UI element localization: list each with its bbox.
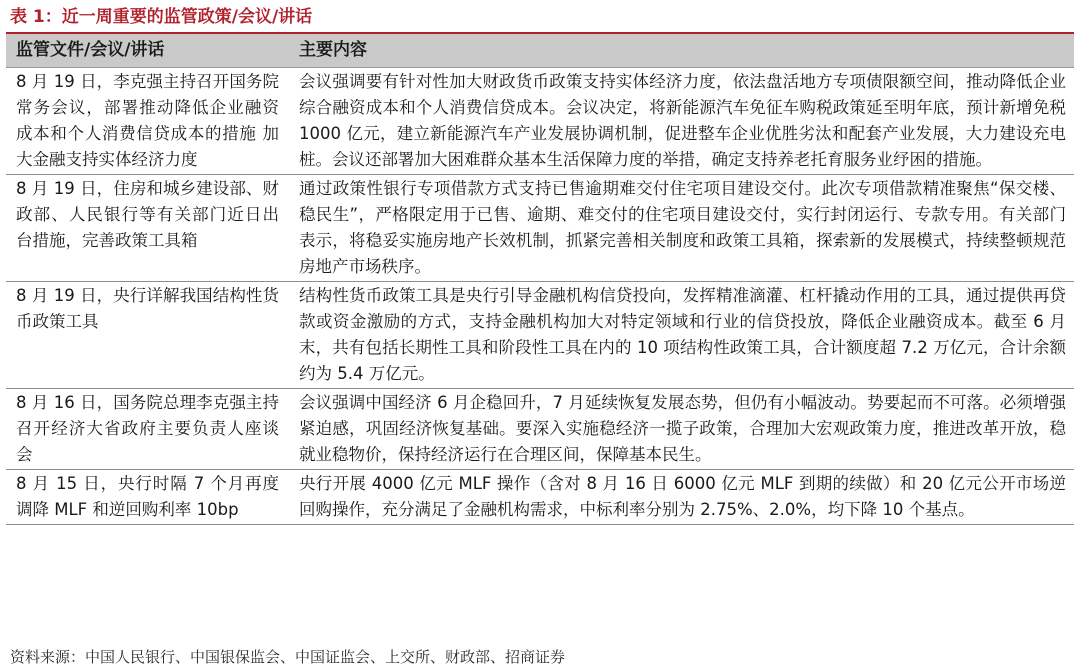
- row-event: 8 月 19 日，住房和城乡建设部、财政部、人民银行等有关部门近日出台措施，完善政策工具箱: [16, 179, 279, 250]
- row-content: 通过政策性银行专项借款方式支持已售逾期难交付住宅项目建设交付。此次专项借款精准聚焦“保交楼、稳民生”，严格限定用于已售、逾期、难交付的住宅项目建设交付，实行封闭运行、专款专用。有关部门表示，将稳妥实施房地产长效机制，抓紧完善相关制度和政策工具箱，探索新的发展模式，持续整顿规范房地产市场秩序。: [299, 179, 1066, 276]
- table-row: [6, 282, 1074, 389]
- table-row: [6, 470, 1074, 525]
- table-row: [6, 175, 1074, 282]
- table-header: [6, 34, 1074, 68]
- row-content: 会议强调中国经济 6 月企稳回升，7 月延续恢复发展态势，但仍有小幅波动。势要起而不可落。必须增强紧迫感，巩固经济恢复基础。要深入实施稳经济一揽子政策，合理加大宏观政策力度，推进改革开放，稳就业稳物价，保持经济运行在合理区间，保障基本民生。: [299, 393, 1066, 464]
- policy-table: [6, 32, 1074, 525]
- source-note: 资料来源：中国人民银行、中国银保监会、中国证监会、上交所、财政部、招商证券: [10, 648, 566, 666]
- table-row: [6, 389, 1074, 470]
- row-event: 8 月 16 日，国务院总理李克强主持召开经济大省政府主要负责人座谈会: [16, 393, 279, 464]
- row-content: 结构性货币政策工具是央行引导金融机构信贷投向，发挥精准滴灌、杠杆撬动作用的工具，通过提供再贷款或资金激励的方式，支持金融机构加大对特定领域和行业的信贷投放，降低企业融资成本。截至 6 月末，共有包括长期性工具和阶段性工具在内的 10 项结构性政策工具，合计额度超 7.2 万亿元，合计余额约为 5.4 万亿元。: [299, 286, 1066, 383]
- header-col-content: 主要内容: [299, 40, 367, 60]
- row-event: 8 月 19 日，李克强主持召开国务院常务会议，部署推动降低企业融资成本和个人消费信贷成本的措施 加大金融支持实体经济力度: [16, 72, 279, 169]
- table-row: [6, 68, 1074, 175]
- row-event: 8 月 15 日，央行时隔 7 个月再度调降 MLF 和逆回购利率 10bp: [16, 474, 279, 519]
- row-content: 央行开展 4000 亿元 MLF 操作（含对 8 月 16 日 6000 亿元 MLF 到期的续做）和 20 亿元公开市场逆回购操作，充分满足了金融机构需求，中标利率分别为 2.75%、2.0%，均下降 10 个基点。: [299, 474, 1066, 519]
- row-content: 会议强调要有针对性加大财政货币政策支持实体经济力度，依法盘活地方专项债限额空间，推动降低企业综合融资成本和个人消费信贷成本。会议决定，将新能源汽车免征车购税政策延至明年底，预计新增免税 1000 亿元，建立新能源汽车产业发展协调机制，促进整车企业优胜劣汰和配套产业发展，大力建设充电桩。会议还部署加大困难群众基本生活保障力度的举措，确定支持养老托育服务业纾困的措施。: [299, 72, 1066, 169]
- table-title: 表 1：近一周重要的监管政策/会议/讲话: [10, 7, 313, 27]
- header-col-event: 监管文件/会议/讲话: [16, 40, 165, 60]
- row-event: 8 月 19 日，央行详解我国结构性货币政策工具: [16, 286, 279, 331]
